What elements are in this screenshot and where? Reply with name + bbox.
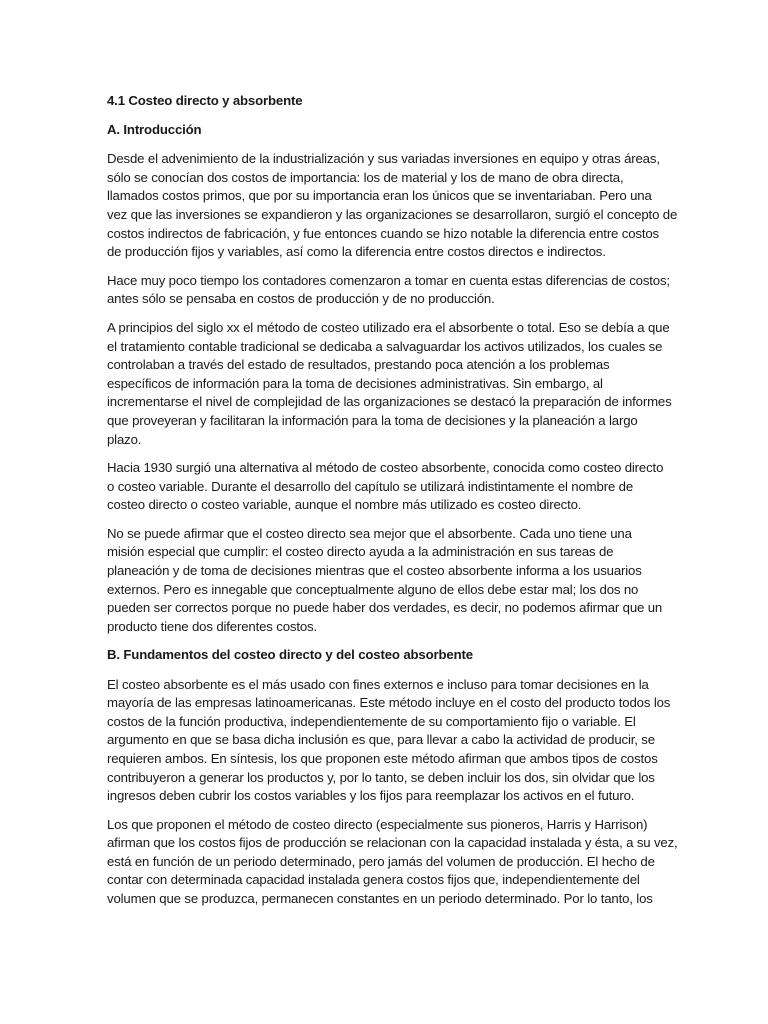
text-line: El costeo absorbente es el más usado con fines externos e incluso para tomar decisiones en la bbox=[107, 676, 649, 692]
text-line: llamados costos primos, que por su importancia eran los únicos que se inventariaban. Pero una bbox=[107, 188, 652, 204]
text-line: requieren ambos. En síntesis, los que proponen este método afirman que ambos tipos de costos bbox=[107, 750, 658, 766]
text-line: costos de la función productiva, independientemente de su comportamiento fijo o variable. El bbox=[107, 713, 636, 729]
text-line: No se puede afirmar que el costeo directo sea mejor que el absorbente. Cada uno tiene una bbox=[107, 525, 632, 541]
text-line: vez que las inversiones se expandieron y las organizaciones se desarrollaron, surgió el concepto de bbox=[107, 206, 678, 222]
paragraph-b2 bbox=[107, 816, 678, 909]
text-line: o costeo variable. Durante el desarrollo del capítulo se utilizará indistintamente el nombre de bbox=[107, 478, 634, 494]
text-line: planeación y de toma de decisiones mientras que el costeo absorbente informa a los usuarios bbox=[107, 563, 642, 579]
text-line: plazo. bbox=[107, 431, 142, 447]
text-line: misión especial que cumplir: el costeo directo ayuda a la administración en sus tareas de bbox=[107, 544, 614, 560]
text-line: externos. Pero es innegable que conceptualmente alguno de ellos debe estar mal; los dos no bbox=[107, 581, 639, 597]
text-line: Hace muy poco tiempo los contadores comenzaron a tomar en cuenta estas diferencias de costos; bbox=[107, 272, 670, 288]
text-line: antes sólo se pensaba en costos de producción y de no producción. bbox=[107, 291, 495, 307]
paragraph-a2 bbox=[107, 272, 670, 309]
text-line: Hacia 1930 surgió una alternativa al método de costeo absorbente, conocida como costeo directo bbox=[107, 460, 664, 476]
paragraph-a1 bbox=[107, 150, 678, 262]
text-line: de producción fijos y variables, así como la diferencia entre costos directos e indirectos. bbox=[107, 244, 606, 260]
text-line: costos indirectos de fabricación, y fue entonces cuando se hizo notable la diferencia entre costos bbox=[107, 225, 659, 241]
text-line: contar con determinada capacidad instalada genera costos fijos que, independientemente del bbox=[107, 872, 640, 888]
paragraph-a3 bbox=[107, 319, 672, 449]
paragraph-b1 bbox=[107, 676, 671, 806]
section-title: 4.1 Costeo directo y absorbente bbox=[107, 93, 303, 108]
text-line: volumen que se produzca, permanecen constantes en un periodo determinado. Por lo tanto, los bbox=[107, 891, 653, 907]
text-line: argumento en que se basa dicha inclusión es que, para llevar a cabo la actividad de producir, se bbox=[107, 732, 655, 748]
paragraph-a5 bbox=[107, 525, 667, 637]
text-line: costeo directo o costeo variable, aunque el nombre más utilizado es costeo directo. bbox=[107, 497, 582, 513]
text-line: está en función de un periodo determinado, pero jamás del volumen de producción. El hecho de bbox=[107, 853, 655, 869]
text-line: incrementarse el nivel de complejidad de las organizaciones se destacó la preparación de informes bbox=[107, 394, 672, 410]
text-line: ingresos deben cubrir los costos variables y los fijos para reemplazar los activos en el futuro. bbox=[107, 788, 635, 804]
text-line: controlaban a través del estado de resultados, prestando poca atención a los problemas bbox=[107, 357, 610, 373]
text-line: específicos de información para la toma de decisiones administrativas. Sin embargo, al bbox=[107, 375, 603, 391]
text-line: producto tiene dos diferentes costos. bbox=[107, 618, 317, 634]
text-line: mayoría de las empresas latinoamericanas. Este método incluye en el costo del producto todos los bbox=[107, 695, 671, 711]
text-line: el tratamiento contable tradicional se dedicaba a salvaguardar los activos utilizados, los cuales se bbox=[107, 338, 663, 354]
subsection-heading-introduccion: A. Introducción bbox=[107, 122, 202, 138]
text-line: afirman que los costos fijos de producción se relacionan con la capacidad instalada y ésta, a su vez, bbox=[107, 835, 678, 851]
text-line: A principios del siglo xx el método de costeo utilizado era el absorbente o total. Eso se debía a que bbox=[107, 319, 670, 335]
text-line: pueden ser correctos porque no puede haber dos verdades, es decir, no podemos afirmar que un bbox=[107, 600, 663, 616]
text-line: contribuyeron a generar los productos y, por lo tanto, se deben incluir los dos, sin olvidar que los bbox=[107, 769, 655, 785]
document-page bbox=[107, 92, 678, 919]
text-line: que proveyeran y facilitaran la información para la toma de decisiones y la planeación a largo bbox=[107, 412, 638, 428]
text-line: Los que proponen el método de costeo directo (especialmente sus pioneros, Harris y Harrison) bbox=[107, 816, 648, 832]
text-line: Desde el advenimiento de la industrialización y sus variadas inversiones en equipo y otras áreas, bbox=[107, 151, 660, 167]
text-line: sólo se conocían dos costos de importancia: los de material y los de mano de obra directa, bbox=[107, 169, 624, 185]
paragraph-a4 bbox=[107, 459, 667, 515]
subsection-heading-fundamentos: B. Fundamentos del costeo directo y del costeo absorbente bbox=[107, 647, 473, 663]
